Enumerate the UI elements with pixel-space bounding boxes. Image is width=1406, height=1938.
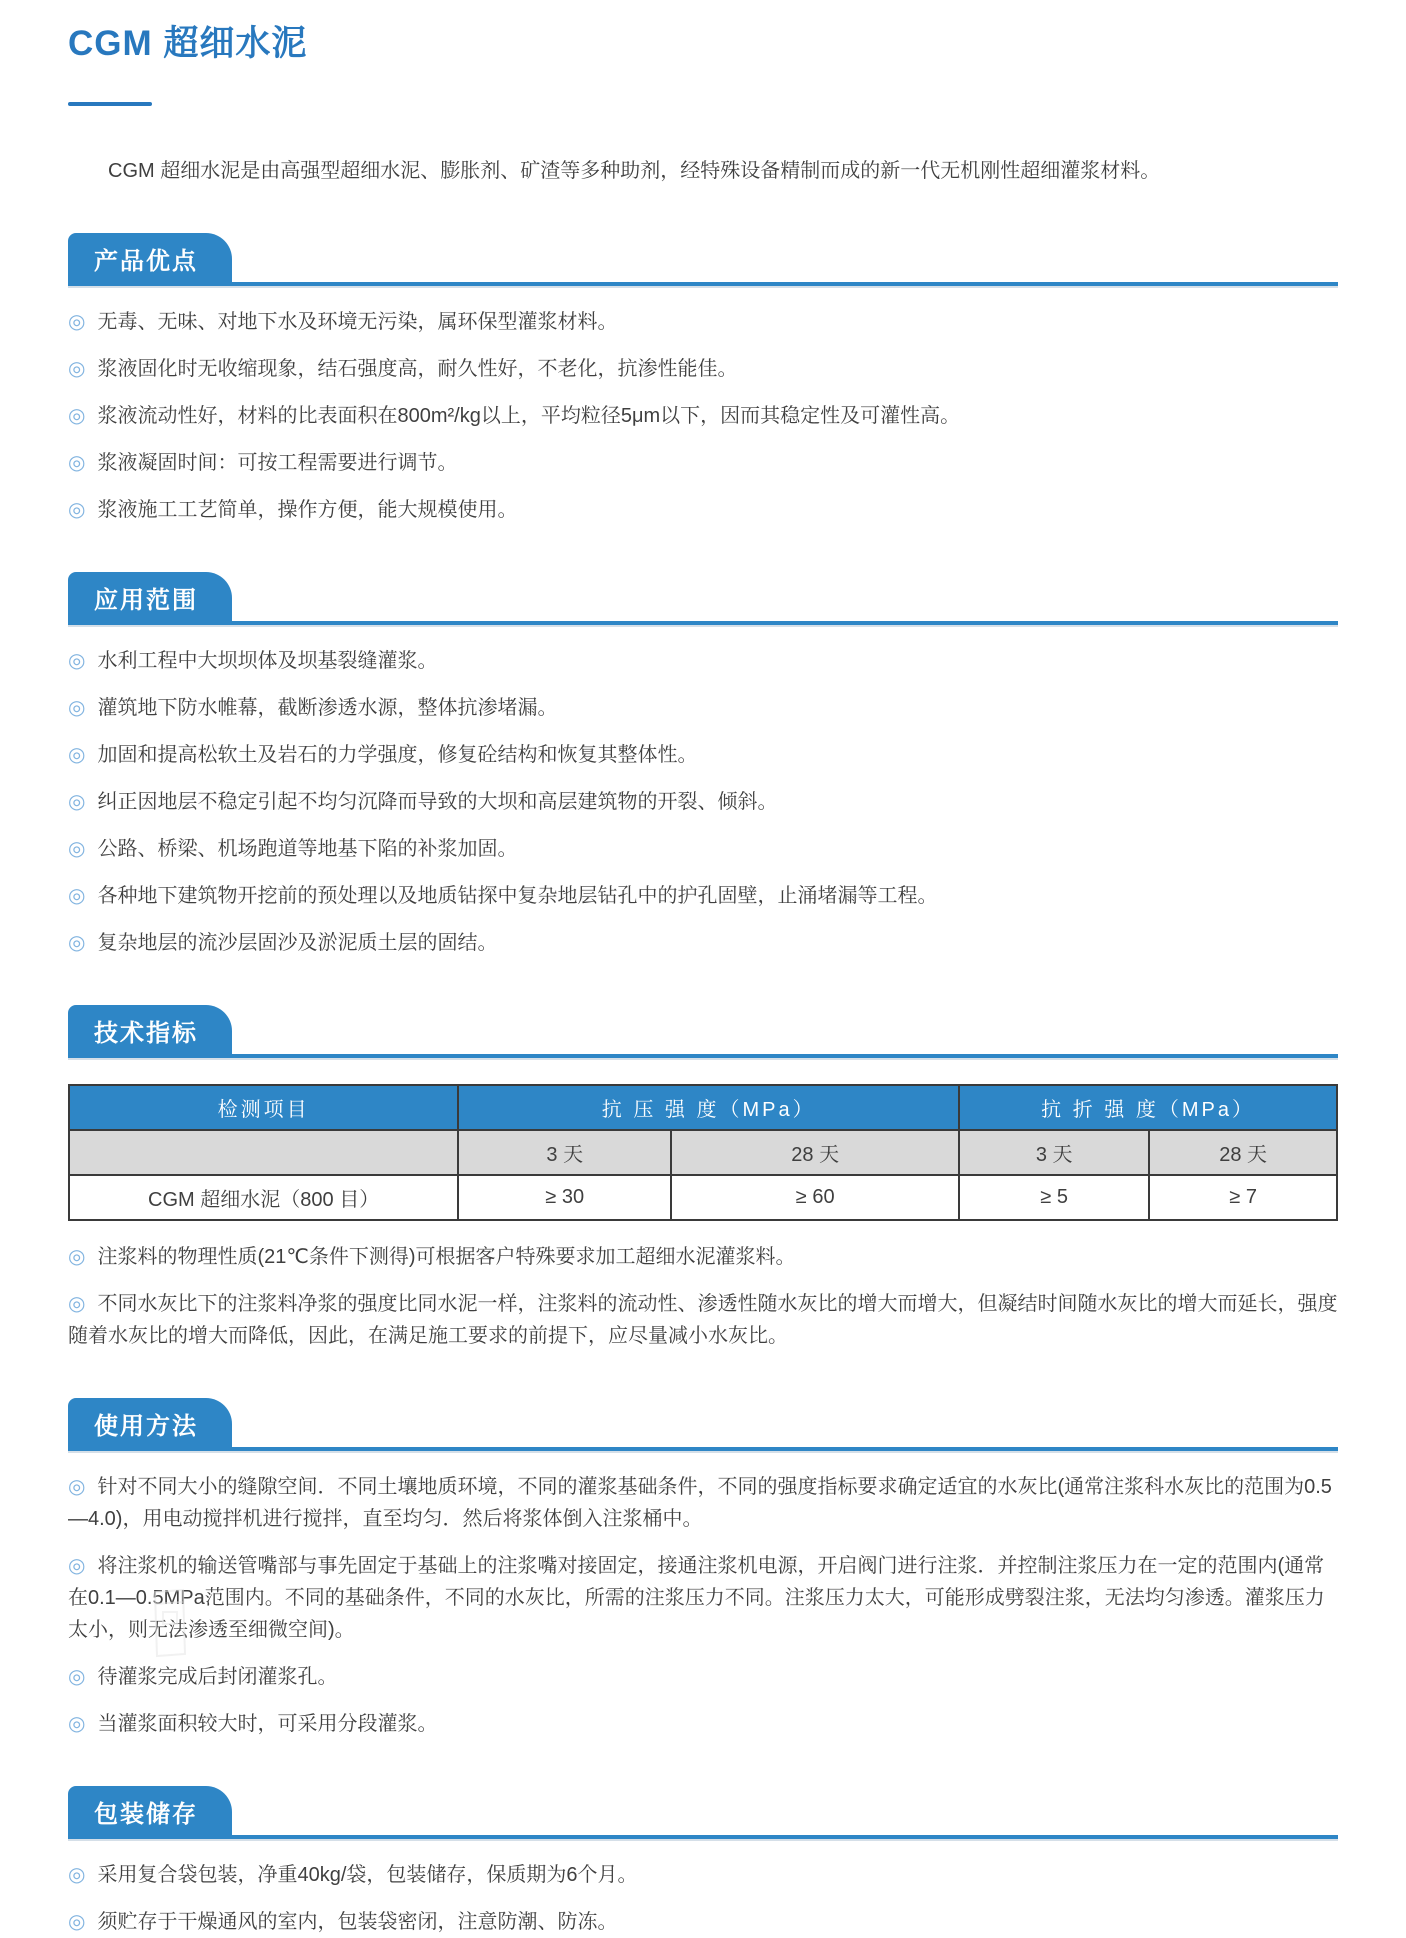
section-header-bar [68, 233, 1338, 286]
intro-paragraph: CGM 超细水泥是由高强型超细水泥、膨胀剂、矿渣等多种助剂，经特殊设备精制而成的新一代无机刚性超细灌浆材料。 [108, 160, 1161, 182]
double-circle-bullet-icon: ◎ [68, 358, 86, 380]
bullet-text: 将注浆机的输送管嘴部与事先固定于基础上的注浆嘴对接固定，接通注浆机电源，开启阀门进行注浆．并控制注浆压力在一定的范围内(通常在0.1—0.5MPa范围内。不同的基础条件，不同的水灰比，所需的注浆压力不同。注浆压力太大，可能形成劈裂注浆，无法均匀渗透。灌浆压力太小，则无法渗透至细微空间)。 [68, 1555, 1325, 1641]
section-title-badge [68, 572, 232, 622]
bullet-text: 针对不同大小的缝隙空间．不同土壤地质环境，不同的灌浆基础条件，不同的强度指标要求确定适宜的水灰比(通常注浆科水灰比的范围为0.5—4.0)，用电动搅拌机进行搅拌，直至均匀．然后将浆体倒入注浆桶中。 [68, 1476, 1332, 1530]
bullet-text: 纠正因地层不稳定引起不均匀沉降而导致的大坝和高层建筑物的开裂、倾斜。 [97, 791, 778, 813]
bullet-item [68, 1661, 1338, 1693]
page [0, 16, 1406, 1938]
double-circle-bullet-icon: ◎ [68, 1666, 86, 1688]
bullet-item [68, 494, 1338, 526]
double-circle-bullet-icon: ◎ [68, 791, 86, 813]
section-title: 使用方法 [94, 1413, 198, 1440]
bullet-text: 浆液固化时无收缩现象，结石强度高，耐久性好，不老化，抗渗性能佳。 [97, 358, 738, 380]
table-group-compressive: 抗 压 强 度（MPa） [458, 1085, 959, 1130]
table-empty-cell [69, 1130, 458, 1175]
double-circle-bullet-icon: ◎ [68, 405, 86, 427]
bullet-item [68, 786, 1338, 818]
table-group-flexural: 抗 折 强 度（MPa） [959, 1085, 1337, 1130]
bullet-list [68, 1471, 1338, 1740]
bullet-item [68, 353, 1338, 385]
double-circle-bullet-icon: ◎ [68, 452, 86, 474]
title-underline [68, 102, 152, 106]
bullet-text: 浆液施工工艺简单，操作方便，能大规模使用。 [97, 499, 518, 521]
bullet-item [68, 645, 1338, 677]
double-circle-bullet-icon: ◎ [68, 1864, 86, 1886]
section-title: 产品优点 [94, 248, 198, 275]
bullet-text: 采用复合袋包装，净重40kg/袋，包装储存，保质期为6个月。 [97, 1864, 638, 1886]
bullet-text: 灌筑地下防水帷幕，截断渗透水源，整体抗渗堵漏。 [97, 697, 558, 719]
bullet-text: 加固和提高松软土及岩石的力学强度，修复砼结构和恢复其整体性。 [97, 744, 698, 766]
section-title: 包装储存 [94, 1801, 198, 1828]
table-sub-28d: 28 天 [1149, 1130, 1337, 1175]
section-packaging-storage [68, 1786, 1338, 1938]
bullet-item [68, 1471, 1338, 1535]
double-circle-bullet-icon: ◎ [68, 838, 86, 860]
bullet-text: 须贮存于干燥通风的室内，包装袋密闭，注意防潮、防冻。 [97, 1911, 618, 1933]
bullet-text: 注浆料的物理性质(21℃条件下测得)可根据客户特殊要求加工超细水泥灌浆料。 [97, 1246, 796, 1268]
section-header-bar [68, 1398, 1338, 1451]
table-product-name: CGM 超细水泥（800 目） [69, 1175, 458, 1220]
section-header-bar [68, 1786, 1338, 1839]
bullet-item [68, 1241, 1338, 1273]
bullet-text: 公路、桥梁、机场跑道等地基下陷的补浆加固。 [97, 838, 518, 860]
section-title-badge [68, 1398, 232, 1448]
bullet-item [68, 880, 1338, 912]
section-technical-specs [68, 1005, 1338, 1352]
section-title: 技术指标 [94, 1020, 198, 1047]
double-circle-bullet-icon: ◎ [68, 1713, 86, 1735]
section-title-badge [68, 233, 232, 283]
double-circle-bullet-icon: ◎ [68, 650, 86, 672]
section-product-advantages [68, 233, 1338, 526]
double-circle-bullet-icon: ◎ [68, 311, 86, 333]
table-value: ≥ 60 [671, 1175, 959, 1220]
bullet-item [68, 927, 1338, 959]
bullet-item [68, 1288, 1338, 1352]
section-header-bar [68, 1005, 1338, 1058]
bullet-text: 浆液凝固时间：可按工程需要进行调节。 [97, 452, 458, 474]
bullet-item [68, 400, 1338, 432]
section-title-badge [68, 1005, 232, 1055]
table-value: ≥ 5 [959, 1175, 1149, 1220]
table-value: ≥ 7 [1149, 1175, 1337, 1220]
table-header-row [69, 1085, 1337, 1130]
table-corner-cell: 检测项目 [69, 1085, 458, 1130]
bullet-item [68, 692, 1338, 724]
double-circle-bullet-icon: ◎ [68, 1476, 86, 1498]
bullet-text: 当灌浆面积较大时，可采用分段灌浆。 [97, 1713, 438, 1735]
bullet-item [68, 1708, 1338, 1740]
section-usage-method [68, 1398, 1338, 1740]
bullet-item [68, 1859, 1338, 1891]
section-header-bar [68, 572, 1338, 625]
double-circle-bullet-icon: ◎ [68, 744, 86, 766]
section-title-badge [68, 1786, 232, 1836]
spec-table [68, 1084, 1338, 1221]
bullet-list [68, 1859, 1338, 1938]
bullet-text: 无毒、无味、对地下水及环境无污染，属环保型灌浆材料。 [97, 311, 618, 333]
bullet-item [68, 739, 1338, 771]
bullet-item [68, 306, 1338, 338]
double-circle-bullet-icon: ◎ [68, 1246, 86, 1268]
table-sub-3d: 3 天 [959, 1130, 1149, 1175]
bullet-text: 不同水灰比下的注浆料净浆的强度比同水泥一样，注浆料的流动性、渗透性随水灰比的增大而增大，但凝结时间随水灰比的增大而延长，强度随着水灰比的增大而降低，因此，在满足施工要求的前提下，应尽量减小水灰比。 [68, 1293, 1338, 1347]
table-subheader-row [69, 1130, 1337, 1175]
bullet-item [68, 833, 1338, 865]
bullet-item [68, 447, 1338, 479]
table-sub-28d: 28 天 [671, 1130, 959, 1175]
double-circle-bullet-icon: ◎ [68, 1293, 86, 1315]
section-title: 应用范围 [94, 587, 198, 614]
bullet-text: 复杂地层的流沙层固沙及淤泥质土层的固结。 [97, 932, 498, 954]
table-sub-3d: 3 天 [458, 1130, 671, 1175]
double-circle-bullet-icon: ◎ [68, 697, 86, 719]
double-circle-bullet-icon: ◎ [68, 932, 86, 954]
watermark-package-outline-image [145, 1588, 193, 1663]
page-title: CGM 超细水泥 [68, 24, 308, 63]
bullet-text: 水利工程中大坝坝体及坝基裂缝灌浆。 [97, 650, 438, 672]
bullet-text: 待灌浆完成后封闭灌浆孔。 [97, 1666, 338, 1688]
bullet-text: 各种地下建筑物开挖前的预处理以及地质钻探中复杂地层钻孔中的护孔固壁，止涌堵漏等工程。 [97, 885, 938, 907]
bullet-text: 浆液流动性好，材料的比表面积在800m²/kg以上，平均粒径5μm以下，因而其稳定性及可灌性高。 [97, 405, 961, 427]
spec-notes-list [68, 1241, 1338, 1352]
bullet-item [68, 1906, 1338, 1938]
double-circle-bullet-icon: ◎ [68, 499, 86, 521]
double-circle-bullet-icon: ◎ [68, 1555, 86, 1577]
bullet-item [68, 1550, 1338, 1646]
table-row [69, 1175, 1337, 1220]
bullet-list [68, 306, 1338, 526]
double-circle-bullet-icon: ◎ [68, 885, 86, 907]
table-value: ≥ 30 [458, 1175, 671, 1220]
bullet-list [68, 645, 1338, 959]
double-circle-bullet-icon: ◎ [68, 1911, 86, 1933]
section-application-scope [68, 572, 1338, 959]
